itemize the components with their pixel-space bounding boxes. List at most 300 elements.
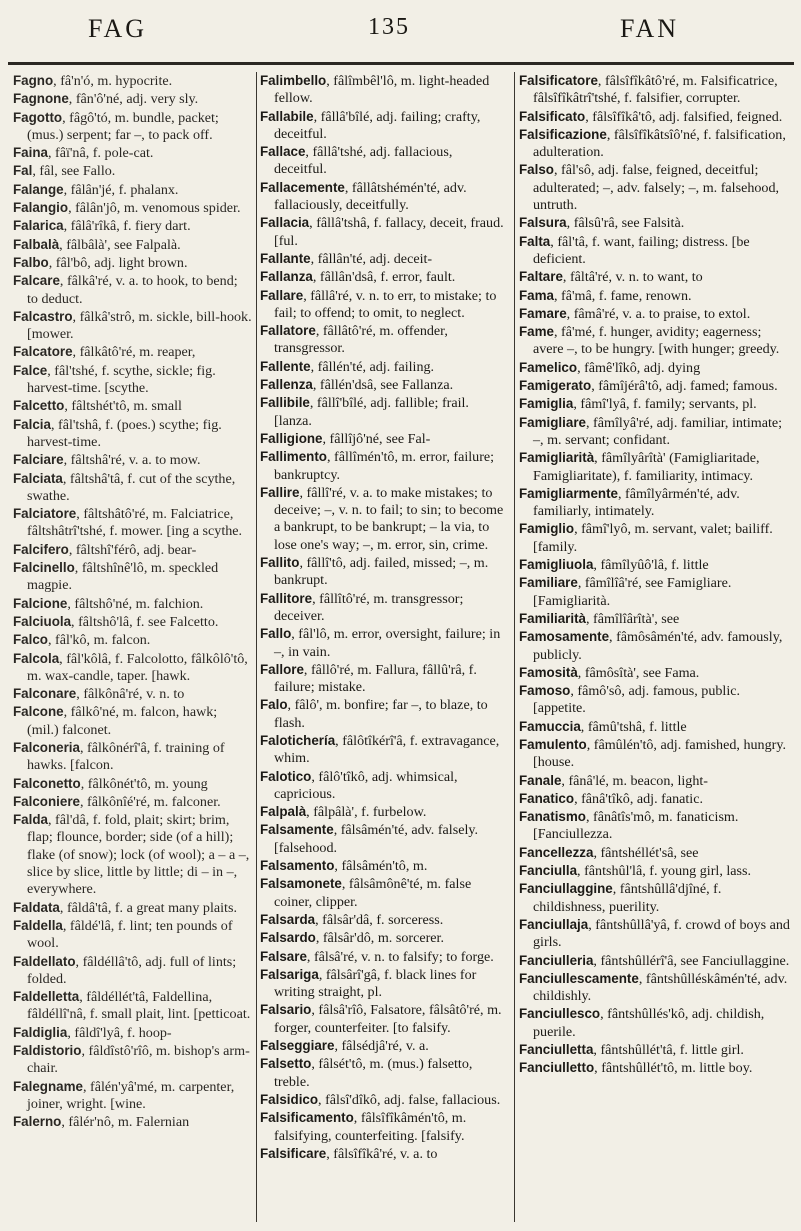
entry-headword: Fallibile [260, 395, 310, 411]
entry-definition: , fâl'dâ, f. fold, plait; skirt; brim, flap; flounce, border; side (of a hill); flake (of snow); lock (of wool); a – a –, slice by slice, little by little; di – in –, everywhere. [27, 812, 250, 898]
entry-headword: Falda [13, 812, 48, 828]
entry-headword: Fanatismo [519, 809, 586, 825]
entry-definition: , fâlsâr'dâ, f. sorceress. [315, 911, 444, 928]
entry-definition: , fâlsû'râ, see Falsità. [566, 215, 685, 232]
dictionary-entry [519, 790, 795, 808]
entry-headword: Fal [13, 163, 33, 179]
entry-definition: , fâlkô'né, m. falcon, hawk; (mil.) falconet. [27, 704, 218, 738]
entry-definition: , fâlkâtô'ré, m. reaper, [72, 344, 196, 361]
dictionary-entry [260, 268, 508, 286]
entry-headword: Falsificazione [519, 126, 607, 142]
dictionary-entry [519, 574, 795, 610]
header-rule [8, 62, 794, 65]
dictionary-entry [519, 72, 795, 108]
entry-headword: Falciare [13, 452, 64, 468]
entry-definition: , fâlsâ'rîô, Falsatore, fâlsâtô'ré, m. forger, counterfeiter. [to falsify. [274, 1002, 502, 1036]
dictionary-entry [13, 650, 252, 686]
entry-headword: Falerno [13, 1114, 62, 1130]
entry-definition: , fâlsîfîkâmén'tô, m. falsifying, counterfeiting. [falsify. [274, 1110, 467, 1144]
dictionary-entry [260, 875, 508, 911]
dictionary-entry [260, 929, 508, 947]
dictionary-entry [13, 595, 252, 613]
dictionary-entry [13, 1024, 252, 1042]
entry-headword: Famare [519, 305, 567, 321]
entry-headword: Falangio [13, 200, 69, 216]
entry-definition: , fâlîmbêl'lô, m. light-headed fellow. [274, 73, 490, 107]
dictionary-entry [519, 970, 795, 1006]
entry-definition: , fâllîjô'né, see Fal- [322, 430, 431, 447]
entry-headword: Falcola [13, 650, 60, 666]
entry-headword: Falotico [260, 768, 312, 784]
entry-definition: , fâmî'lyô, m. servant, valet; bailiff. [family. [533, 521, 773, 555]
entry-headword: Fallimento [260, 449, 327, 465]
dictionary-entry [519, 1059, 795, 1077]
dictionary-entry [13, 236, 252, 254]
dictionary-entry [260, 1145, 508, 1163]
entry-headword: Fanciullescamente [519, 970, 639, 986]
entry-definition: , fântshûllét'tô, m. little boy. [594, 1060, 753, 1077]
dictionary-entry [260, 966, 508, 1002]
dictionary-entry [13, 162, 252, 180]
entry-definition: , fâllâ'ré, v. n. to err, to mistake; to fail; to offend; to omit, to neglect. [274, 287, 497, 321]
entry-definition: , fâlsâmén'té, adv. falsely. [falsehood. [274, 822, 479, 856]
dictionary-entry [260, 803, 508, 821]
entry-definition: , fâlsî'dîkô, adj. false, fallacious. [318, 1091, 501, 1108]
dictionary-entry [519, 359, 795, 377]
entry-definition: , fâl'sô, adj. false, feigned, deceitful; adulterated; –, adv. falsely; –, m. falsehood, untruth. [533, 162, 780, 214]
dictionary-entry [519, 718, 795, 736]
entry-headword: Fallabile [260, 108, 314, 124]
dictionary-entry [13, 685, 252, 703]
entry-headword: Fame [519, 324, 554, 340]
entry-definition: , fâlôtîkérî'â, f. extravagance, whim. [274, 732, 500, 767]
entry-headword: Fanciulla [519, 863, 578, 879]
dictionary-entry [260, 661, 508, 697]
dictionary-entry [13, 541, 252, 559]
entry-definition: , fâmîjérâ'tô, adj. famed; famous. [591, 378, 778, 395]
entry-headword: Falciatore [13, 506, 77, 522]
dictionary-entry [260, 1037, 508, 1055]
dictionary-entry [519, 1041, 795, 1059]
entry-headword: Falange [13, 181, 64, 197]
entry-headword: Falbo [13, 254, 49, 270]
dictionary-entry [260, 732, 508, 768]
entry-headword: Falconare [13, 686, 77, 702]
left-guide-word: FAG [88, 14, 148, 43]
entry-definition: , fâlsîfîkâ'tô, adj. falsified, feigned. [585, 108, 783, 125]
dictionary-entry [260, 1055, 508, 1091]
entry-definition: , fântshûllés'kô, adj. childish, puerile. [533, 1006, 765, 1040]
entry-headword: Falcare [13, 273, 60, 289]
entry-headword: Falsura [519, 215, 567, 231]
entry-headword: Faldiglia [13, 1024, 68, 1040]
dictionary-entry [519, 808, 795, 844]
column-divider-2 [514, 72, 515, 1222]
entry-definition: , fânâ'lé, m. beacon, light- [561, 772, 708, 789]
dictionary-entry [519, 485, 795, 521]
entry-definition: , fâmûlén'tô, adj. famished, hungry. [house. [533, 736, 786, 771]
entry-headword: Falcastro [13, 308, 73, 324]
entry-definition: , fâ'n'ó, m. hypocrite. [53, 73, 173, 89]
entry-definition: , fâllân'té, adj. deceit- [310, 250, 433, 267]
dictionary-entry [260, 625, 508, 661]
entry-headword: Falsidico [260, 1091, 319, 1107]
entry-definition: , fâlsâr'dô, m. sorcerer. [315, 930, 444, 947]
entry-definition: , fâlô', m. bonfire; far –, to blaze, to flash. [274, 697, 488, 731]
dictionary-entry [519, 377, 795, 395]
dictionary-entry [519, 268, 795, 286]
entry-definition: , fâldîstô'rîô, m. bishop's arm-chair. [27, 1043, 250, 1077]
dictionary-entry [13, 613, 252, 631]
dictionary-entry [13, 1113, 252, 1131]
entry-headword: Falsario [260, 1002, 312, 1018]
entry-headword: Familiarità [519, 610, 586, 626]
dictionary-entry [13, 397, 252, 415]
entry-definition: , fâllâtshémén'té, adv. fallaciously, deceitfully. [274, 179, 467, 214]
dictionary-entry [13, 90, 252, 108]
entry-headword: Famosamente [519, 629, 610, 645]
entry-definition: , fâllîtô'ré, m. transgressor; deceiver. [274, 590, 464, 624]
entry-headword: Falsetto [260, 1056, 312, 1072]
entry-headword: Fanciullaja [519, 916, 589, 932]
entry-definition: , fâllâ'tshé, adj. fallacious, deceitful. [274, 144, 453, 178]
dictionary-entry [519, 305, 795, 323]
entry-definition: , fâlsâmônê'té, m. false coiner, clipper. [274, 876, 472, 910]
entry-definition: , fâmû'tshâ, f. little [580, 718, 687, 735]
dictionary-entry [519, 449, 795, 485]
entry-definition: , fâlén'yâ'mé, m. carpenter, joiner, wright. [wine. [27, 1078, 235, 1112]
entry-definition: , fântshûllâ'yâ, f. crowd of boys and girls. [533, 916, 790, 951]
dictionary-entry [13, 451, 252, 469]
entry-definition: , fâlkônérî'â, f. training of hawks. [falcon. [27, 739, 225, 774]
entry-definition: , fâlsét'tô, m. (mus.) falsetto, treble. [274, 1056, 473, 1090]
entry-headword: Falso [519, 162, 554, 178]
entry-headword: Faldata [13, 899, 60, 915]
entry-headword: Falsificato [519, 108, 586, 124]
entry-definition: , fâgô'tó, m. bundle, packet; (mus.) serpent; far –, to pack off. [27, 109, 219, 143]
entry-headword: Faldistorio [13, 1043, 82, 1059]
entry-definition: , fâmîlyûô'lâ, f. little [593, 557, 709, 574]
entry-headword: Fanale [519, 772, 562, 788]
dictionary-entry [13, 181, 252, 199]
entry-definition: , fâllân'dsâ, f. error, fault. [312, 269, 456, 286]
dictionary-entry [13, 559, 252, 595]
entry-definition: , fâmîlîâ'ré, see Famigliare. [Famigliarità. [533, 575, 732, 609]
entry-definition: , fâllî'bîlé, adj. fallible; frail. [lanza. [274, 395, 469, 429]
entry-headword: Fallante [260, 250, 311, 266]
entry-definition: , fâlsîfîkâ'ré, v. a. to [326, 1145, 438, 1162]
entry-definition: , fâllâtô'ré, m. offender, transgressor. [274, 323, 448, 357]
entry-headword: Falciata [13, 470, 63, 486]
dictionary-entry [13, 739, 252, 775]
dictionary-entry [260, 696, 508, 732]
entry-definition: , fâltshînê'lô, m. speckled magpie. [27, 560, 219, 594]
entry-headword: Famoso [519, 683, 571, 699]
entry-definition: , fâlkônîé'ré, m. falconer. [79, 793, 221, 810]
entry-definition: , fâmîlyârmén'té, adv. familiarly, intimately. [533, 485, 740, 520]
entry-headword: Fanciulletto [519, 1060, 595, 1076]
entry-headword: Falsare [260, 948, 307, 964]
entry-definition: , fâlsédjâ'ré, v. a. [334, 1038, 429, 1055]
dictionary-entry [260, 948, 508, 966]
entry-definition: , fâltshô'lâ, f. see Falcetto. [71, 613, 219, 630]
entry-headword: Falsificamento [260, 1110, 354, 1126]
entry-definition: , fântshûllâ'djîné, f. childishness, puerility. [533, 881, 722, 915]
entry-definition: , fâlô'tîkô, adj. whimsical, capricious. [274, 768, 458, 802]
entry-headword: Falconiere [13, 793, 80, 809]
dictionary-entry [519, 414, 795, 450]
entry-headword: Falco [13, 632, 48, 648]
dictionary-entry [13, 199, 252, 217]
entry-definition: , fâlkâ'strô, m. sickle, bill-hook. [mower. [27, 308, 252, 343]
entry-definition: , fâllén'té, adj. failing. [310, 358, 435, 375]
entry-definition: , fâldî'lyâ, f. hoop- [67, 1024, 172, 1041]
entry-definition: , fâlsâmén'tô, m. [334, 858, 428, 875]
dictionary-entry [260, 394, 508, 430]
dictionary-entry [13, 217, 252, 235]
entry-definition: , fântshûllét'tâ, f. little girl. [593, 1042, 744, 1059]
dictionary-entry [260, 376, 508, 394]
entry-headword: Fagnone [13, 91, 69, 107]
entry-definition: , fâmôsîtà', see Fama. [577, 664, 700, 681]
entry-definition: , fâllô'ré, m. Fallura, fâllû'râ, f. failure; mistake. [274, 661, 477, 696]
entry-definition: , fâ'mâ, f. fame, renown. [553, 287, 692, 304]
entry-headword: Faltare [519, 269, 563, 285]
dictionary-entry [13, 343, 252, 361]
entry-headword: Famelico [519, 359, 578, 375]
dictionary-entry [519, 682, 795, 718]
entry-headword: Falotichería [260, 732, 336, 748]
dictionary-entry [519, 214, 795, 232]
dictionary-entry [519, 1005, 795, 1041]
dictionary-entry [13, 775, 252, 793]
column-divider-1 [256, 72, 257, 1222]
entry-definition: , fâl'lô, m. error, oversight, failure; in –, in vain. [274, 626, 501, 660]
dictionary-column-3 [519, 72, 795, 1222]
dictionary-entry [260, 143, 508, 179]
entry-definition: , fâltâ'ré, v. n. to want, to [562, 269, 703, 286]
entry-definition: , fântshûlléskâmén'té, adv. childishly. [533, 970, 788, 1005]
dictionary-entry [260, 358, 508, 376]
entry-headword: Fama [519, 287, 554, 303]
entry-headword: Falcetto [13, 398, 65, 414]
entry-headword: Famigliare [519, 414, 586, 430]
entry-headword: Fagno [13, 73, 54, 88]
dictionary-entry [13, 1042, 252, 1078]
entry-headword: Faldelletta [13, 989, 80, 1005]
dictionary-entry [13, 703, 252, 739]
entry-definition: , fâlkônét'tô, m. young [80, 775, 208, 792]
dictionary-entry [260, 448, 508, 484]
entry-headword: Famigliuola [519, 557, 594, 573]
entry-definition: , fâltshô'né, m. falchion. [67, 595, 204, 612]
entry-headword: Falo [260, 697, 288, 713]
dictionary-entry [519, 287, 795, 305]
entry-definition: , fâl'kô, m. falcon. [47, 632, 151, 649]
dictionary-entry [519, 862, 795, 880]
entry-definition: , fâlân'jé, f. phalanx. [63, 181, 179, 198]
dictionary-entry [13, 254, 252, 272]
entry-headword: Falcone [13, 704, 64, 720]
entry-definition: , fâlér'nô, m. Falernian [61, 1114, 190, 1131]
entry-headword: Falcia [13, 416, 51, 432]
dictionary-entry [260, 287, 508, 323]
dictionary-column-1 [13, 72, 252, 1222]
entry-headword: Falsamente [260, 822, 334, 838]
entry-headword: Falsificatore [519, 73, 598, 88]
entry-definition: , fâmîlyârîtà' (Famigliaritade, Famigliaritate), f. familiarity, intimacy. [533, 450, 760, 484]
page-number: 135 [368, 14, 410, 40]
dictionary-entry [519, 916, 795, 952]
entry-definition: , fâllî'ré, v. a. to make mistakes; to deceive; –, v. n. to fail; to sin; to become a bankrupt, to be bankrupt; – la via, to lose one's way; –, m. error, sin, crime. [274, 484, 504, 553]
entry-headword: Fallenza [260, 377, 313, 393]
entry-headword: Faina [13, 145, 48, 161]
entry-definition: , fâllâ'bîlé, adj. failing; crafty, deceitful. [274, 108, 481, 142]
entry-headword: Falpalà [260, 804, 307, 820]
dictionary-entry [260, 768, 508, 804]
entry-headword: Falsificare [260, 1145, 327, 1161]
entry-headword: Falimbello [260, 73, 327, 88]
dictionary-entry [519, 952, 795, 970]
entry-headword: Falsariga [260, 966, 319, 982]
dictionary-entry [13, 899, 252, 917]
entry-definition: , fâllén'dsâ, see Fallanza. [312, 377, 454, 394]
entry-headword: Falbalà [13, 236, 60, 252]
entry-headword: Falsardo [260, 930, 316, 946]
dictionary-entry [260, 1109, 508, 1145]
dictionary-entry [260, 1091, 508, 1109]
entry-headword: Falseggiare [260, 1038, 335, 1054]
entry-headword: Fallatore [260, 323, 316, 339]
entry-definition: , fâlbâlà', see Falpalà. [59, 236, 181, 253]
entry-definition: , fâl'kôlâ, f. Falcolotto, fâlkôlô'tô, m. wax-candle, taper. [hawk. [27, 650, 248, 684]
entry-definition: , fân'ô'né, adj. very sly. [68, 91, 199, 108]
entry-headword: Famulento [519, 736, 587, 752]
dictionary-entry [519, 126, 795, 162]
entry-definition: , fâlkônâ'ré, v. n. to [76, 686, 185, 703]
dictionary-entry [260, 590, 508, 626]
dictionary-entry [260, 484, 508, 554]
entry-definition: , fâl'tshé, f. scythe, sickle; fig. harvest-time. [scythe. [27, 362, 216, 397]
entry-definition: , fâmê'lîkô, adj. dying [577, 359, 701, 376]
entry-headword: Fallanza [260, 269, 313, 285]
entry-headword: Famigerato [519, 378, 592, 394]
entry-definition: , fâlâ'rîkâ, f. fiery dart. [63, 218, 191, 235]
entry-definition: , fânâ'tîkô, adj. fanatic. [574, 790, 703, 807]
dictionary-entry [13, 109, 252, 145]
entry-headword: Falsarda [260, 911, 316, 927]
entry-definition: , fâlpâlà', f. furbelow. [306, 804, 427, 821]
dictionary-entry [13, 917, 252, 953]
entry-definition: , fâlkâ'ré, v. a. to hook, to bend; to deduct. [27, 273, 238, 307]
dictionary-entry [260, 214, 508, 250]
entry-headword: Faldellato [13, 953, 76, 969]
dictionary-entry [260, 250, 508, 268]
entry-headword: Falcione [13, 595, 68, 611]
dictionary-entry [519, 395, 795, 413]
dictionary-entry [13, 308, 252, 344]
entry-headword: Falconeria [13, 739, 80, 755]
entry-definition: , fâl, see Fallo. [32, 163, 116, 180]
entry-definition: , fâltshâtô'ré, m. Falciatrice, fâltshâtrî'tshé, f. mower. [ing a scythe. [27, 506, 243, 540]
entry-definition: , fântshûl'lâ, f. young girl, lass. [577, 863, 752, 880]
dictionary-entry [13, 631, 252, 649]
entry-headword: Famiglia [519, 396, 574, 412]
dictionary-entry [13, 988, 252, 1024]
dictionary-entry [519, 844, 795, 862]
dictionary-entry [519, 736, 795, 772]
right-guide-word: FAN [620, 14, 680, 43]
entry-definition: , fâlsârî'gâ, f. black lines for writing straight, pl. [274, 966, 477, 1001]
dictionary-entry [260, 179, 508, 215]
dictionary-entry [260, 1001, 508, 1037]
entry-definition: , fâltshâ'ré, v. a. to mow. [63, 452, 201, 469]
dictionary-entry [519, 323, 795, 359]
entry-definition: , fâï'nâ, f. pole-cat. [47, 145, 154, 162]
dictionary-entry [519, 233, 795, 269]
dictionary-entry [13, 953, 252, 989]
dictionary-entry [13, 272, 252, 308]
entry-definition: , fâldé'lâ, f. lint; ten pounds of wool. [27, 917, 233, 952]
dictionary-entry [519, 520, 795, 556]
entry-headword: Fagotto [13, 109, 63, 125]
dictionary-entry [13, 72, 252, 90]
entry-headword: Falconetto [13, 775, 81, 791]
entry-headword: Fallito [260, 555, 300, 571]
entry-definition: , fâltshî'férô, adj. bear- [68, 541, 197, 558]
entry-headword: Fallire [260, 484, 300, 500]
entry-headword: Falta [519, 233, 551, 249]
dictionary-entry [13, 144, 252, 162]
dictionary-entry [519, 610, 795, 628]
entry-headword: Fanciullaggine [519, 881, 613, 897]
entry-headword: Faldella [13, 917, 63, 933]
entry-headword: Fancellezza [519, 844, 594, 860]
entry-definition: , fânâtîs'mô, m. fanaticism. [Fanciullezza. [533, 809, 739, 843]
page-header [0, 0, 801, 76]
entry-headword: Fallitore [260, 590, 313, 606]
dictionary-entry [519, 161, 795, 214]
entry-headword: Falegname [13, 1078, 83, 1094]
dictionary-entry [519, 664, 795, 682]
dictionary-entry [260, 821, 508, 857]
dictionary-entry [13, 362, 252, 398]
entry-definition: , fâmîlyâ'ré, adj. familiar, intimate; –, m. servant; confidant. [533, 414, 783, 448]
entry-definition: , fâllâ'tshâ, f. fallacy, deceit, fraud. [ful. [274, 215, 504, 249]
entry-headword: Falcifero [13, 541, 69, 557]
entry-definition: , fâl'tâ, f. want, failing; distress. [be deficient. [533, 233, 750, 267]
dictionary-entry [260, 430, 508, 448]
dictionary-entry [13, 505, 252, 541]
dictionary-entry [260, 108, 508, 144]
entry-headword: Falcatore [13, 344, 73, 360]
dictionary-entry [519, 556, 795, 574]
entry-headword: Falsamento [260, 858, 335, 874]
entry-headword: Falligione [260, 430, 323, 446]
entry-headword: Famuccia [519, 718, 581, 734]
dictionary-entry [13, 416, 252, 452]
entry-definition: , fâlsîfîkâtsîô'né, f. falsification, adulteration. [533, 126, 786, 161]
entry-headword: Falce [13, 362, 48, 378]
entry-headword: Fanatico [519, 790, 575, 806]
dictionary-entry [13, 1078, 252, 1114]
entry-headword: Famosità [519, 664, 578, 680]
dictionary-entry [260, 911, 508, 929]
entry-definition: , fâlân'jô, m. venomous spider. [68, 200, 241, 217]
entry-headword: Fallore [260, 661, 304, 677]
dictionary-column-2 [260, 72, 508, 1222]
entry-definition: , fâ'mé, f. hunger, avidity; eagerness; avere –, to be hungry. [with hunger; greedy. [533, 324, 780, 358]
